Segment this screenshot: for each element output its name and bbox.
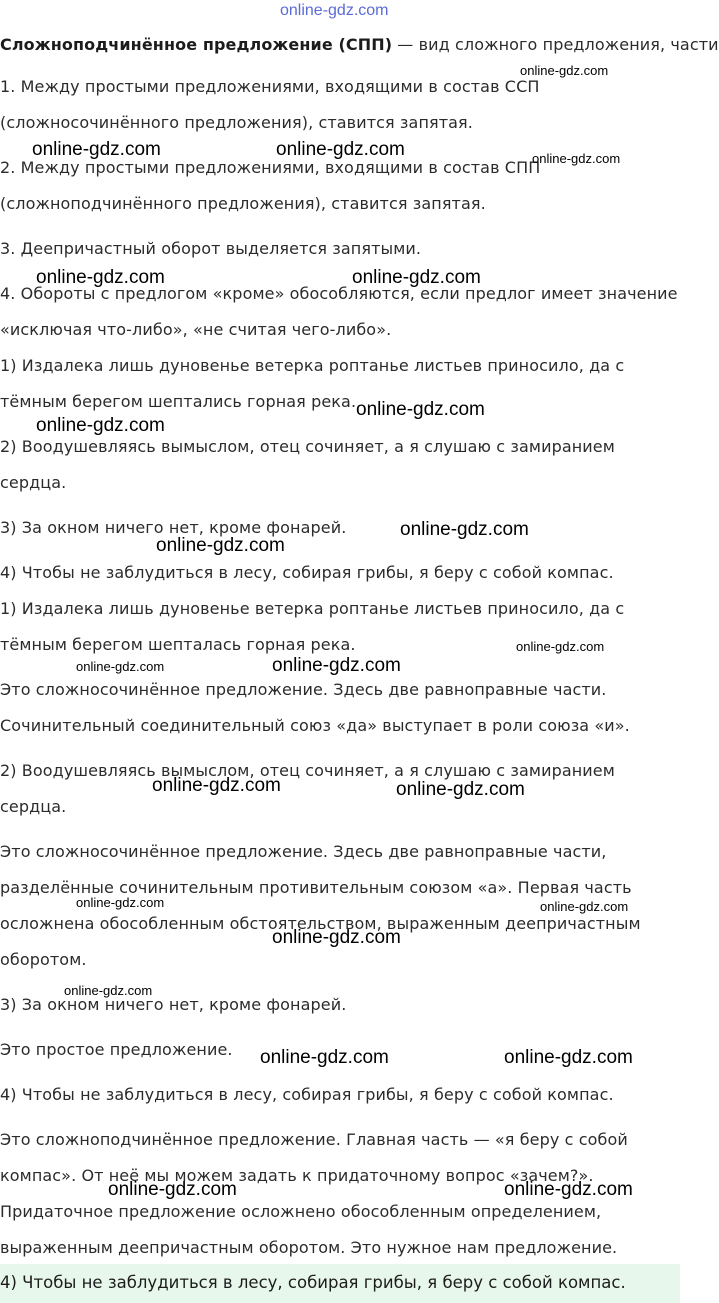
- option-line-5: 3. Деепричастный оборот выделяется запятыми.: [0, 239, 422, 258]
- watermark: online-gdz.com: [76, 659, 165, 674]
- answer-text: 4) Чтобы не заблудиться в лесу, собирая грибы, я беру с собой компас.: [0, 1273, 626, 1292]
- analysis-line-6: сердца.: [0, 797, 67, 816]
- watermark: online-gdz.com: [272, 655, 401, 676]
- analysis-line-17: выраженным деепричастным оборотом. Это нужное нам предложение.: [0, 1238, 618, 1257]
- analysis-line-2: тёмным берегом шепталась горная река.: [0, 635, 356, 654]
- analysis-line-8: разделённые сочинительным противительным союзом «а». Первая часть: [0, 878, 632, 897]
- sentence-line-2: тёмным берегом шептались горная река.: [0, 392, 357, 411]
- analysis-line-7: Это сложносочинённое предложение. Здесь две равноправные части,: [0, 842, 607, 861]
- analysis-line-4: Сочинительный соединительный союз «да» выступает в роли союза «и».: [0, 716, 630, 735]
- option-line-4: (сложноподчинённого предложения), ставится запятая.: [0, 194, 486, 213]
- watermark: online-gdz.com: [64, 983, 153, 998]
- watermark: online-gdz.com: [504, 1047, 633, 1068]
- analysis-line-13: 4) Чтобы не заблудиться в лесу, собирая грибы, я беру с собой компас.: [0, 1085, 614, 1104]
- option-line-3: 2. Между простыми предложениями, входящими в состав СПП: [0, 158, 541, 177]
- option-line-7: «исключая что-либо», «не считая чего-либо».: [0, 320, 392, 339]
- watermark: online-gdz.com: [276, 139, 405, 160]
- watermark: online-gdz.com: [260, 1047, 389, 1068]
- analysis-line-14: Это сложноподчинённое предложение. Главная часть — «я беру с собой: [0, 1130, 628, 1149]
- watermark: online-gdz.com: [400, 519, 529, 540]
- watermark: online-gdz.com: [36, 267, 165, 288]
- sentence-line-5: 3) За окном ничего нет, кроме фонарей.: [0, 518, 347, 537]
- watermark: online-gdz.com: [108, 1179, 237, 1200]
- analysis-line-15: компас». От неё мы можем задать к придаточному вопрос «зачем?».: [0, 1166, 594, 1185]
- watermark: online-gdz.com: [532, 151, 621, 166]
- option-line-2: (сложносочинённого предложения), ставится запятая.: [0, 113, 473, 132]
- sentence-line-6: 4) Чтобы не заблудиться в лесу, собирая грибы, я беру с собой компас.: [0, 563, 614, 582]
- watermark: online-gdz.com: [36, 415, 165, 436]
- watermark: online-gdz.com: [540, 899, 629, 914]
- analysis-line-1: 1) Издалека лишь дуновенье ветерка роптанье листьев приносило, да с: [0, 599, 625, 618]
- watermark: online-gdz.com: [352, 267, 481, 288]
- watermark: online-gdz.com: [272, 927, 401, 948]
- option-line-6: 4. Обороты с предлогом «кроме» обособляются, если предлог имеет значение: [0, 284, 678, 303]
- analysis-line-5: 2) Воодушевляясь вымыслом, отец сочиняет, а я слушаю с замиранием: [0, 761, 615, 780]
- intro-term: Сложноподчинённое предложение (СПП): [0, 35, 393, 54]
- analysis-line-11: 3) За окном ничего нет, кроме фонарей.: [0, 995, 347, 1014]
- watermark: online-gdz.com: [396, 779, 525, 800]
- analysis-line-9: осложнена обособленным обстоятельством, выраженным деепричастным: [0, 914, 641, 933]
- analysis-line-12: Это простое предложение.: [0, 1040, 233, 1059]
- watermark: online-gdz.com: [356, 399, 485, 420]
- watermark: online-gdz.com: [156, 535, 285, 556]
- analysis-line-16: Придаточное предложение осложнено обособленным определением,: [0, 1202, 602, 1221]
- header-watermark: online-gdz.com: [280, 2, 389, 19]
- watermark: online-gdz.com: [32, 139, 161, 160]
- sentence-line-4: сердца.: [0, 473, 67, 492]
- watermark: online-gdz.com: [76, 895, 165, 910]
- option-line-1: 1. Между простыми предложениями, входящими в состав ССП: [0, 77, 540, 96]
- watermark: online-gdz.com: [520, 63, 609, 78]
- intro-rest: — вид сложного предложения, части: [392, 35, 719, 54]
- watermark: online-gdz.com: [504, 1179, 633, 1200]
- analysis-line-10: оборотом.: [0, 950, 87, 969]
- analysis-line-3: Это сложносочинённое предложение. Здесь две равноправные части.: [0, 680, 607, 699]
- watermark: online-gdz.com: [516, 639, 605, 654]
- sentence-line-1: 1) Издалека лишь дуновенье ветерка роптанье листьев приносило, да с: [0, 356, 625, 375]
- sentence-line-3: 2) Воодушевляясь вымыслом, отец сочиняет, а я слушаю с замиранием: [0, 437, 615, 456]
- watermark: online-gdz.com: [152, 775, 281, 796]
- intro-line: [0, 35, 719, 55]
